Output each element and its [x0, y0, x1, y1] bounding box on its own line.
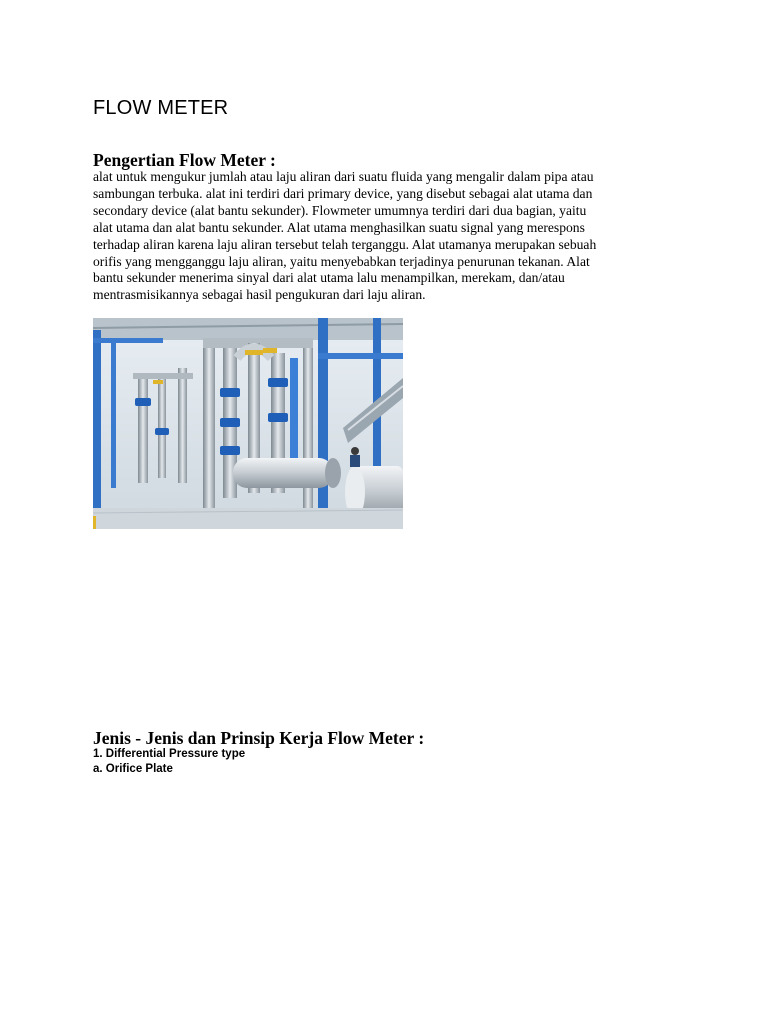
paragraph-line: mentrasmisikannya sebagai hasil pengukuran dari laju aliran. — [93, 287, 426, 303]
definition-paragraph — [93, 169, 693, 304]
section-heading-jenis: Jenis - Jenis dan Prinsip Kerja Flow Meter : — [93, 728, 425, 748]
paragraph-line: secondary device (alat bantu sekunder). Flowmeter umumnya terdiri dari dua bagian, yaitu — [93, 202, 587, 218]
flow-meter-facility-photo — [93, 318, 403, 529]
page-title: FLOW METER — [93, 97, 229, 119]
list-item-differential-pressure: 1. Differential Pressure type — [93, 748, 246, 760]
paragraph-line: alat utama dan alat bantu sekunder. Alat utama menghasilkan suatu signal yang merespons — [93, 219, 585, 235]
facility-illustration — [93, 318, 403, 529]
section-heading-pengertian: Pengertian Flow Meter : — [93, 150, 276, 170]
paragraph-line: bantu sekunder menerima sinyal dari alat utama lalu menampilkan, merekam, dan/atau — [93, 270, 565, 286]
paragraph-line: terhadap aliran karena laju aliran tersebut telah terganggu. Alat utamanya merupakan sebuah — [93, 236, 597, 252]
paragraph-line: sambungan terbuka. alat ini terdiri dari primary device, yang disebut sebagai alat utama dan — [93, 185, 593, 201]
paragraph-line: orifis yang mengganggu laju aliran, yaitu menyebabkan terjadinya penurunan tekanan. Alat — [93, 253, 590, 269]
list-item-orifice-plate: a. Orifice Plate — [93, 763, 173, 775]
paragraph-line: alat untuk mengukur jumlah atau laju aliran dari suatu fluida yang mengalir dalam pipa atau — [93, 169, 594, 184]
